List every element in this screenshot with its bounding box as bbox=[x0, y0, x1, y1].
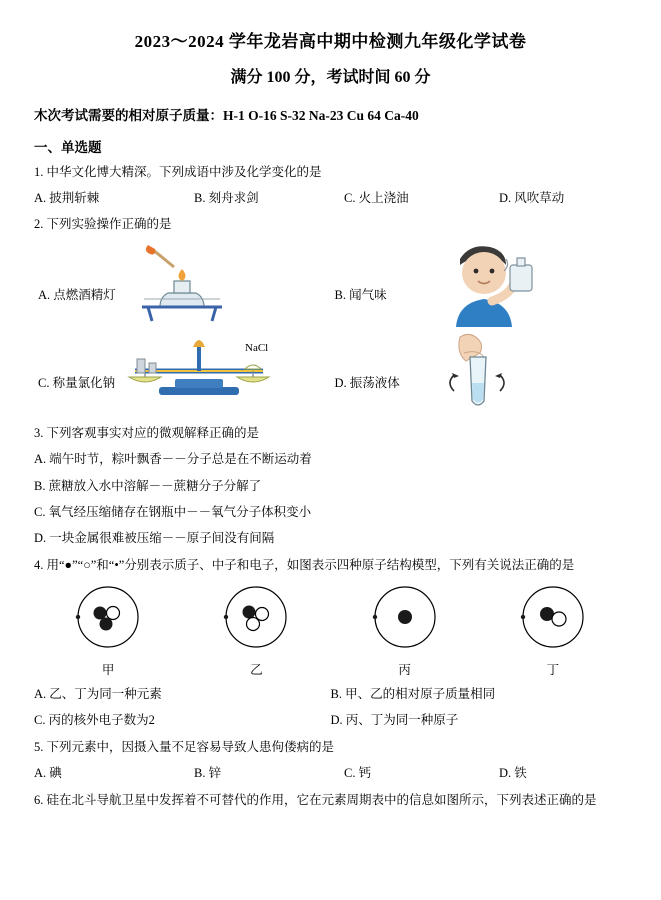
question-4-options-row1 bbox=[34, 685, 627, 704]
atom-model-3-label: 丙 bbox=[398, 663, 411, 678]
atom-model-yi bbox=[196, 583, 316, 678]
smelling-gas-icon bbox=[426, 241, 556, 327]
atom-model-4-label: 丁 bbox=[546, 663, 560, 678]
question-6-stem: 6. 硅在北斗导航卫星中发挥着不可替代的作用，它在元素周期表中的信息如图所示，下列表述正确的是 bbox=[34, 792, 597, 807]
nacl-label: NaCl bbox=[245, 341, 269, 354]
question-4-option-d[interactable]: D. 丙、丁为同一种原子 bbox=[330, 713, 459, 728]
page-title: 2023～2024 学年龙岩高中期中检测九年级化学试卷 bbox=[134, 32, 527, 51]
question-4-option-a[interactable]: A. 乙、丁为同一种元素 bbox=[34, 687, 162, 702]
alcohol-lamp-icon bbox=[122, 243, 252, 323]
question-1-option-c[interactable]: C. 火上浇油 bbox=[344, 191, 409, 206]
question-5-option-d[interactable]: D. 铁 bbox=[499, 766, 527, 781]
atom-model-4-icon bbox=[498, 583, 608, 653]
question-2-figure-d bbox=[331, 329, 628, 417]
question-3-option-d[interactable]: D. 一块金属很难被压缩－－原子间没有间隔 bbox=[34, 531, 275, 546]
section-heading-single-choice: 一、单选题 bbox=[34, 139, 102, 155]
question-2-figure-grid bbox=[34, 241, 627, 417]
question-2-option-b[interactable]: B. 闻气味 bbox=[334, 287, 387, 302]
shake-test-tube-icon bbox=[426, 327, 546, 415]
question-3-option-b[interactable]: B. 蔗糖放入水中溶解－－蔗糖分子分解了 bbox=[34, 478, 262, 493]
page-subtitle: 满分 100 分，考试时间 60 分 bbox=[230, 69, 431, 87]
balance-scale-icon bbox=[119, 325, 279, 409]
question-4-options-row2 bbox=[34, 711, 627, 730]
question-5-stem: 5. 下列元素中，因摄入量不足容易导致人患佝偻病的是 bbox=[34, 739, 335, 754]
question-2-stem: 2. 下列实验操作正确的是 bbox=[34, 217, 172, 232]
question-2-figure-c bbox=[34, 329, 331, 417]
question-1-stem: 1. 中华文化博大精深。下列成语中涉及化学变化的是 bbox=[34, 164, 322, 179]
question-3-option-c[interactable]: C. 氧气经压缩储存在钢瓶中－－氧气分子体积变小 bbox=[34, 504, 312, 519]
question-1-option-b[interactable]: B. 刻舟求剑 bbox=[194, 191, 259, 206]
question-2-figure-a bbox=[34, 241, 331, 329]
atom-model-2-icon bbox=[201, 583, 311, 653]
question-5-option-c[interactable]: C. 钙 bbox=[344, 766, 372, 781]
atomic-mass-note: 木次考试需要的相对原子质量：H-1 O-16 S-32 Na-23 Cu 64 Ca-40 bbox=[34, 107, 419, 123]
question-2-option-d[interactable]: D. 振荡液体 bbox=[334, 375, 400, 390]
question-4-stem: 4. 用“●”“○”和“•”分别表示质子、中子和电子，如图表示四种原子结构模型，下列有关说法正确的是 bbox=[34, 557, 575, 572]
question-4-option-b[interactable]: B. 甲、乙的相对原子质量相同 bbox=[330, 687, 496, 702]
question-1-options bbox=[34, 189, 627, 208]
atom-model-3-icon bbox=[350, 583, 460, 653]
question-3-stem: 3. 下列客观事实对应的微观解释正确的是 bbox=[34, 425, 260, 440]
question-1-option-a[interactable]: A. 披荆斩棘 bbox=[34, 191, 100, 206]
question-2-option-a[interactable]: A. 点燃酒精灯 bbox=[38, 287, 116, 302]
atom-model-ding bbox=[493, 583, 613, 678]
question-5-option-b[interactable]: B. 锌 bbox=[194, 766, 222, 781]
atom-model-2-label: 乙 bbox=[250, 663, 263, 678]
atom-model-bing bbox=[345, 583, 465, 678]
atom-model-1-label: 甲 bbox=[101, 663, 115, 678]
question-4-atom-models bbox=[34, 583, 627, 678]
question-3-option-a[interactable]: A. 端午时节，粽叶飘香－－分子总是在不断运动着 bbox=[34, 452, 312, 467]
question-4-option-c[interactable]: C. 丙的核外电子数为2 bbox=[34, 713, 155, 728]
question-5-options bbox=[34, 764, 627, 783]
question-5-option-a[interactable]: A. 碘 bbox=[34, 766, 62, 781]
atom-model-jia bbox=[48, 583, 168, 678]
question-1-option-d[interactable]: D. 风吹草动 bbox=[499, 191, 565, 206]
atom-model-1-icon bbox=[53, 583, 163, 653]
question-2-figure-b bbox=[331, 241, 628, 329]
question-2-option-c[interactable]: C. 称量氯化钠 bbox=[38, 375, 116, 390]
